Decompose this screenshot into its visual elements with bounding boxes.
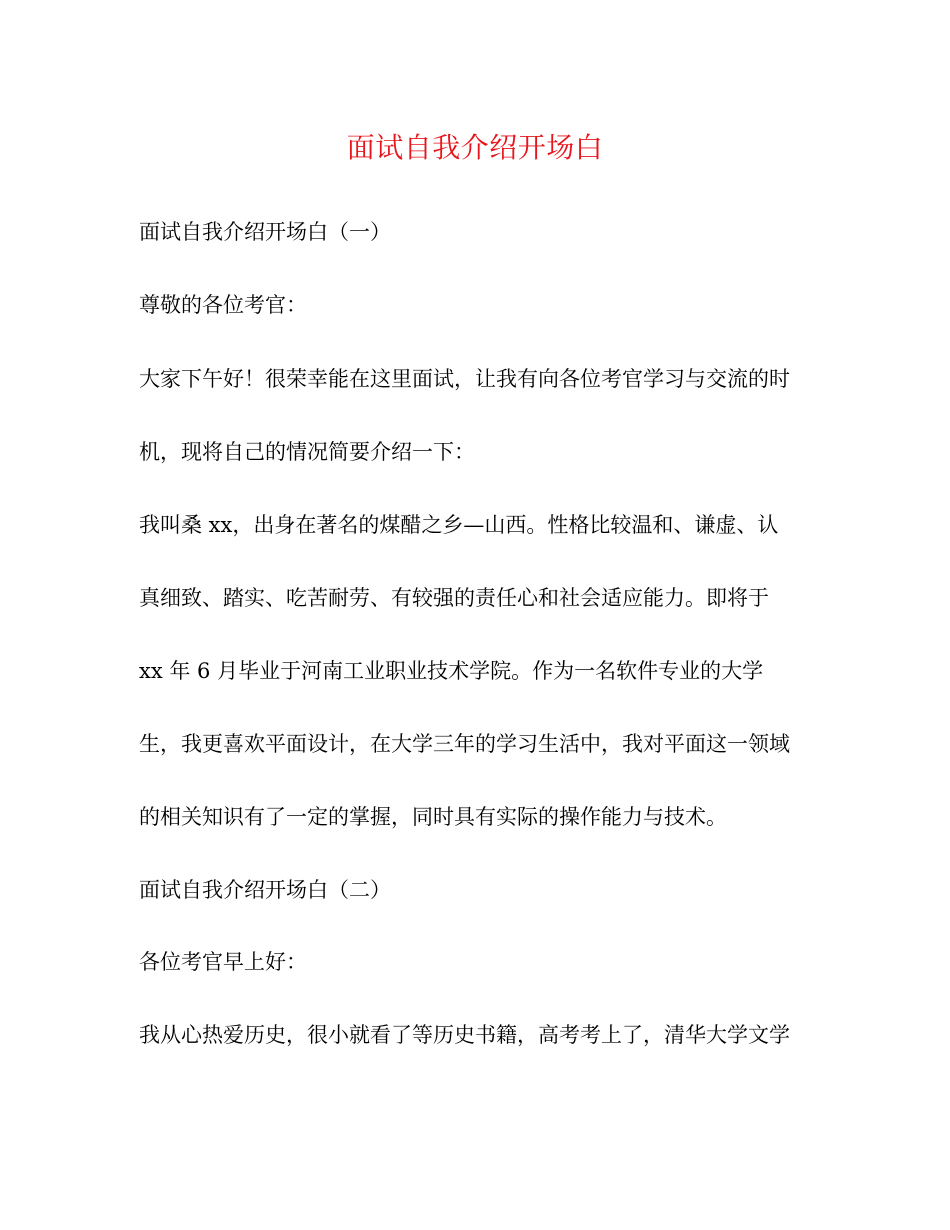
paragraph-line: 机，现将自己的情况简要介绍一下： — [139, 440, 475, 464]
paragraph-line: 我叫桑 xx，出身在著名的煤醋之乡—山西。性格比较温和、谦虚、认 — [139, 513, 779, 537]
salutation-2: 各位考官早上好： — [139, 950, 307, 974]
section-heading-2: 面试自我介绍开场白（二） — [139, 878, 391, 902]
paragraph-line: xx 年 6 月毕业于河南工业职业技术学院。作为一名软件专业的大学 — [139, 659, 764, 683]
section-heading-1: 面试自我介绍开场白（一） — [139, 220, 391, 244]
document-title: 面试自我介绍开场白 — [346, 131, 604, 164]
paragraph-line: 真细致、踏实、吃苦耐劳、有较强的责任心和社会适应能力。即将于 — [139, 586, 769, 610]
paragraph-line: 生，我更喜欢平面设计，在大学三年的学习生活中，我对平面这一领域 — [139, 732, 790, 756]
salutation-1: 尊敬的各位考官： — [139, 293, 307, 317]
paragraph-line: 大家下午好！很荣幸能在这里面试，让我有向各位考官学习与交流的时 — [139, 367, 790, 391]
paragraph-line: 的相关知识有了一定的掌握，同时具有实际的操作能力与技术。 — [139, 805, 727, 829]
paragraph-line: 我从心热爱历史，很小就看了等历史书籍，高考考上了，清华大学文学 — [139, 1023, 790, 1047]
